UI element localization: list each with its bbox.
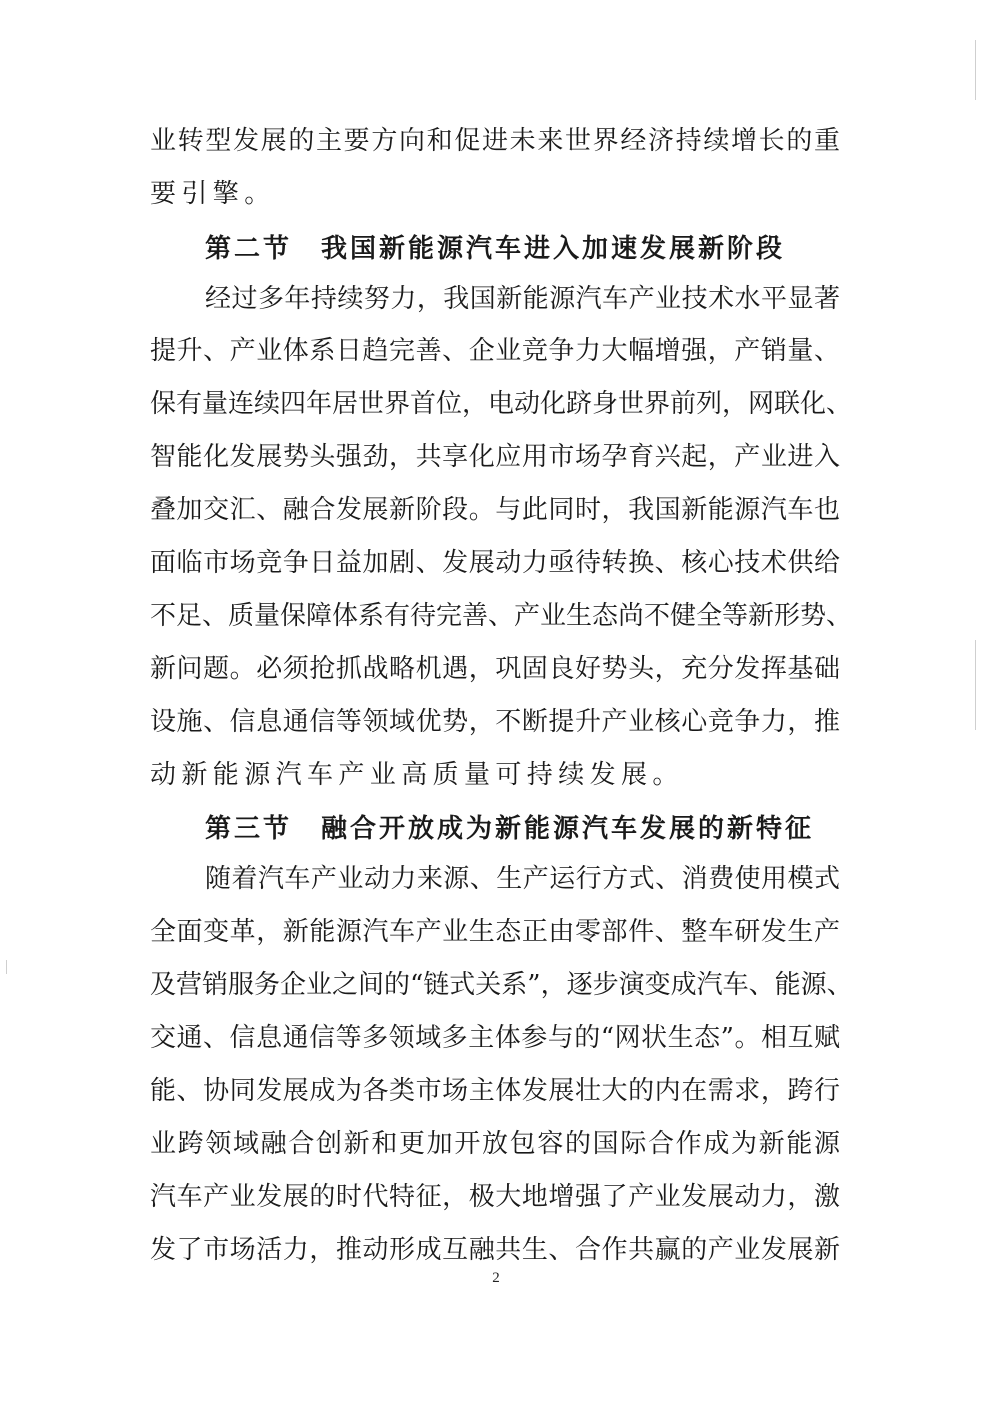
paragraph-line: 叠加交汇、融合发展新阶段。与此同时，我国新能源汽车也 xyxy=(150,495,840,525)
paragraph-line: 及营销服务企业之间的“链式关系”，逐步演变成汽车、能源、 xyxy=(150,970,853,1000)
paragraph-line: 保有量连续四年居世界首位，电动化跻身世界前列，网联化、 xyxy=(150,389,853,419)
paragraph-line: 发了市场活力，推动形成互融共生、合作共赢的产业发展新 xyxy=(150,1235,840,1265)
paragraph-line: 经过多年持续努力，我国新能源汽车产业技术水平显著 xyxy=(205,284,840,314)
paragraph-line: 面临市场竞争日益加剧、发展动力亟待转换、核心技术供给 xyxy=(150,548,840,578)
scan-edge-mark xyxy=(975,40,976,100)
paragraph-line: 提升、产业体系日趋完善、企业竞争力大幅增强，产销量、 xyxy=(150,336,840,366)
section-heading: 第三节 融合开放成为新能源汽车发展的新特征 xyxy=(205,814,815,844)
paragraph-line: 交通、信息通信等多领域多主体参与的“网状生态”。相互赋 xyxy=(150,1023,840,1053)
paragraph-line: 能、协同发展成为各类市场主体发展壮大的内在需求，跨行 xyxy=(150,1076,840,1106)
section-heading: 第二节 我国新能源汽车进入加速发展新阶段 xyxy=(205,234,786,264)
paragraph-line: 新问题。必须抢抓战略机遇，巩固良好势头，充分发挥基础 xyxy=(150,654,840,684)
scan-edge-mark xyxy=(6,960,7,974)
scan-edge-mark xyxy=(975,640,976,730)
paragraph-line: 业跨领域融合创新和更加开放包容的国际合作成为新能源 xyxy=(150,1129,840,1159)
paragraph-line: 随着汽车产业动力来源、生产运行方式、消费使用模式 xyxy=(205,864,840,894)
paragraph-line: 智能化发展势头强劲，共享化应用市场孕育兴起，产业进入 xyxy=(150,442,840,472)
paragraph-line: 动新能源汽车产业高质量可持续发展。 xyxy=(150,760,684,790)
paragraph-line: 不足、质量保障体系有待完善、产业生态尚不健全等新形势、 xyxy=(150,601,853,631)
page-number: 2 xyxy=(492,1270,500,1286)
paragraph-line: 业转型发展的主要方向和促进未来世界经济持续增长的重 xyxy=(150,126,840,156)
paragraph-line: 汽车产业发展的时代特征，极大地增强了产业发展动力，激 xyxy=(150,1182,840,1212)
paragraph-line: 要引擎。 xyxy=(150,179,276,209)
paragraph-line: 设施、信息通信等领域优势，不断提升产业核心竞争力，推 xyxy=(150,707,840,737)
paragraph-line: 全面变革，新能源汽车产业生态正由零部件、整车研发生产 xyxy=(150,917,840,947)
